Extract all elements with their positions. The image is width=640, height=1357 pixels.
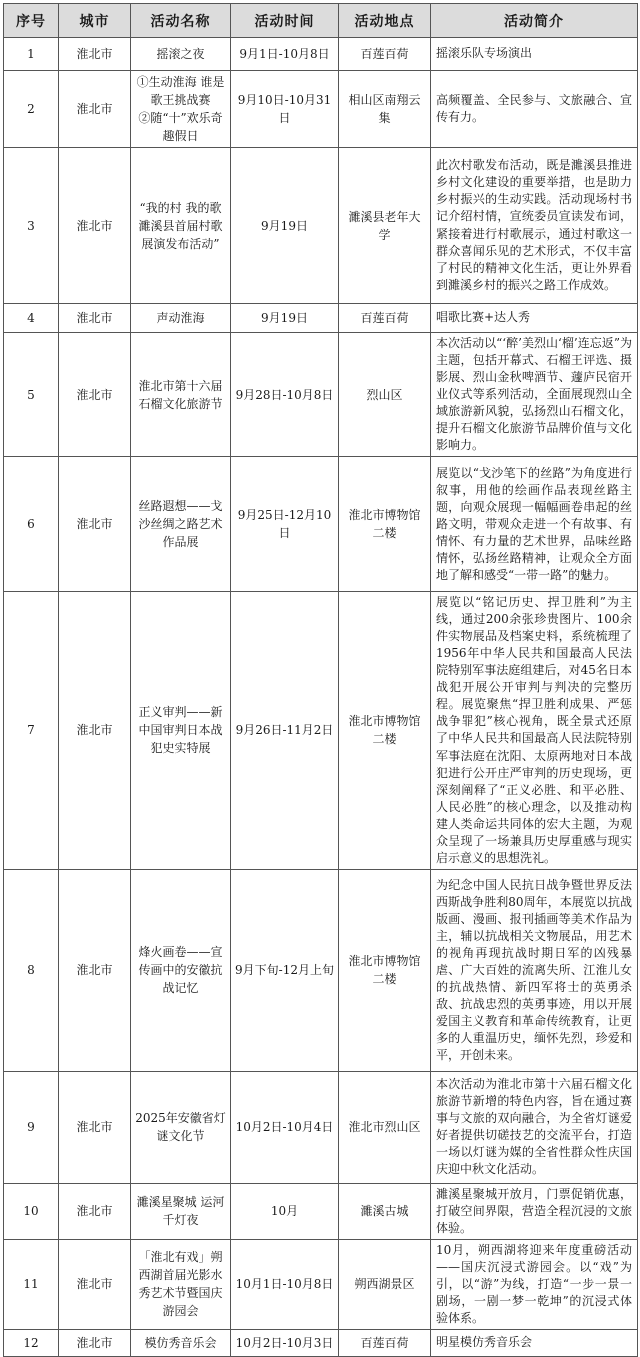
row-city: 淮北市 — [59, 592, 131, 870]
row-no: 6 — [4, 457, 59, 592]
row-no: 10 — [4, 1183, 59, 1239]
table-row — [4, 1183, 638, 1239]
row-city: 淮北市 — [59, 457, 131, 592]
row-desc: 摇滚乐队专场演出 — [431, 38, 638, 71]
row-name: 模仿秀音乐会 — [131, 1329, 231, 1356]
table-row — [4, 1329, 638, 1356]
row-place: 相山区南翔云集 — [339, 71, 431, 148]
row-place: 濉溪古城 — [339, 1183, 431, 1239]
row-time: 9月26日-11月2日 — [231, 592, 339, 870]
header-city: 城市 — [59, 4, 131, 38]
row-no: 8 — [4, 869, 59, 1071]
row-place: 百莲百荷 — [339, 304, 431, 333]
row-name: 丝路遐想——戈沙丝绸之路艺术作品展 — [131, 457, 231, 592]
table-row — [4, 1239, 638, 1329]
row-no: 11 — [4, 1239, 59, 1329]
table-row — [4, 148, 638, 304]
row-time: 10月 — [231, 1183, 339, 1239]
row-place: 淮北市烈山区 — [339, 1071, 431, 1183]
row-desc: 展览以“铭记历史、捍卫胜利”为主线，通过200余张珍贵图片、100余件实物展品及档案史料，系统梳理了1956年中华人民共和国最高人民法院特别军事法庭组建后，对45名日本战犯开展公开审判与判决的完整历程。展览聚焦“捍卫胜利成果、严惩战争罪犯”核心视角，既全景式还原了中华人民共和国最高人民法院特别军事法庭在沈阳、太原两地对日本战犯进行公开庄严审判的历史现场，更深刻阐释了“正义必胜、和平必胜、人民必胜”的核心理念，以及推动构建人类命运共同体的宏大主题，为观众呈现了一场兼具历史厚重感与现实启示意义的思想洗礼。 — [431, 592, 638, 870]
row-name: “我的村 我的歌 濉溪县首届村歌展演发布活动” — [131, 148, 231, 304]
row-desc: 此次村歌发布活动，既是濉溪县推进乡村文化建设的重要举措，也是助力乡村振兴的生动实践。活动现场村书记介绍村情，宣统委员宣读发布词，紧接着进行村歌展示，通过村歌这一群众喜闻乐见的艺术形式，不仅丰富了村民的精神文化生活，更让外界看到濉溪乡村的振兴之路工作成效。 — [431, 148, 638, 304]
row-name: 声动淮海 — [131, 304, 231, 333]
row-time: 10月1日-10月8日 — [231, 1239, 339, 1329]
row-time: 9月19日 — [231, 148, 339, 304]
row-name: 烽火画卷——宣传画中的安徽抗战记忆 — [131, 869, 231, 1071]
row-time: 10月2日-10月3日 — [231, 1329, 339, 1356]
row-place: 朔西湖景区 — [339, 1239, 431, 1329]
row-no: 7 — [4, 592, 59, 870]
header-time: 活动时间 — [231, 4, 339, 38]
row-name: 2025年安徽省灯谜文化节 — [131, 1071, 231, 1183]
row-time: 9月28日-10月8日 — [231, 333, 339, 457]
row-name — [131, 71, 231, 148]
table-row — [4, 38, 638, 71]
row-city: 淮北市 — [59, 71, 131, 148]
table-row — [4, 592, 638, 870]
row-name-line: ①生动淮海 谁是歌王挑战赛 — [136, 75, 225, 107]
row-time: 9月19日 — [231, 304, 339, 333]
row-time: 10月2日-10月4日 — [231, 1071, 339, 1183]
header-name: 活动名称 — [131, 4, 231, 38]
row-no: 5 — [4, 333, 59, 457]
row-city: 淮北市 — [59, 1239, 131, 1329]
row-name: 正义审判——新中国审判日本战犯史实特展 — [131, 592, 231, 870]
row-name: 淮北市第十六届石榴文化旅游节 — [131, 333, 231, 457]
row-desc: 10月，朔西湖将迎来年度重磅活动——国庆沉浸式游园会。以“戏”为引，以“游”为线，打造“一步一景一剧场，一剧一梦一乾坤”的沉浸式体验体系。 — [431, 1239, 638, 1329]
row-place: 淮北市博物馆二楼 — [339, 869, 431, 1071]
row-desc: 本次活动为淮北市第十六届石榴文化旅游节新增的特色内容，旨在通过赛事与文旅的双向融合，为全省灯谜爱好者提供切磋技艺的交流平台，打造一场以灯谜为媒的全省性群众性庆国庆迎中秋文化活动。 — [431, 1071, 638, 1183]
row-place: 淮北市博物馆二楼 — [339, 457, 431, 592]
row-city: 淮北市 — [59, 148, 131, 304]
row-no: 4 — [4, 304, 59, 333]
row-time: 9月下旬-12月上旬 — [231, 869, 339, 1071]
activity-table — [3, 3, 638, 1357]
header-row — [4, 4, 638, 38]
row-desc: 展览以“戈沙笔下的丝路”为角度进行叙事，用他的绘画作品表现丝路主题，向观众展现一幅幅画卷串起的丝路文明，带观众走进一个有故事、有情怀、有力量的艺术世界，品味丝路情怀，弘扬丝路精神，让观众全方面地了解和感受“一带一路”的魅力。 — [431, 457, 638, 592]
header-desc: 活动简介 — [431, 4, 638, 38]
row-time: 9月25日-12月10日 — [231, 457, 339, 592]
row-no: 12 — [4, 1329, 59, 1356]
row-city: 淮北市 — [59, 38, 131, 71]
table-row — [4, 1071, 638, 1183]
row-place: 百莲百荷 — [339, 1329, 431, 1356]
row-desc: 明星模仿秀音乐会 — [431, 1329, 638, 1356]
row-no: 9 — [4, 1071, 59, 1183]
row-place: 百莲百荷 — [339, 38, 431, 71]
table-row — [4, 304, 638, 333]
row-desc: 唱歌比赛+达人秀 — [431, 304, 638, 333]
row-no: 1 — [4, 38, 59, 71]
row-city: 淮北市 — [59, 333, 131, 457]
table-row — [4, 71, 638, 148]
row-place: 烈山区 — [339, 333, 431, 457]
row-city: 淮北市 — [59, 304, 131, 333]
row-name: 摇滚之夜 — [131, 38, 231, 71]
row-city: 淮北市 — [59, 1071, 131, 1183]
row-time: 9月1日-10月8日 — [231, 38, 339, 71]
row-desc: 高频覆盖、全民参与、文旅融合、宣传有力。 — [431, 71, 638, 148]
header-no: 序号 — [4, 4, 59, 38]
row-place: 濉溪县老年大学 — [339, 148, 431, 304]
table-row — [4, 457, 638, 592]
row-name: 濉溪星聚城 运河千灯夜 — [131, 1183, 231, 1239]
header-place: 活动地点 — [339, 4, 431, 38]
row-time: 9月10日-10月31日 — [231, 71, 339, 148]
row-no: 3 — [4, 148, 59, 304]
row-city: 淮北市 — [59, 1329, 131, 1356]
row-desc: 濉溪星聚城开放月，门票促销优惠，打破空间界限，营造全程沉浸的文旅体验。 — [431, 1183, 638, 1239]
row-place: 淮北市博物馆二楼 — [339, 592, 431, 870]
row-city: 淮北市 — [59, 869, 131, 1071]
row-desc: 为纪念中国人民抗日战争暨世界反法西斯战争胜利80周年，本展览以抗战版画、漫画、报刊插画等美术作品为主，辅以抗战相关文物展品，用艺术的视角再现抗战时期日军的凶残暴虐、广大百姓的流离失所、江淮儿女的抗战热情、新四军将士的英勇杀敌、抗战忠烈的英勇事迹，用以开展爱国主义教育和革命传统教育，让更多的人重温历史，缅怀先烈，珍爱和平，开创未来。 — [431, 869, 638, 1071]
table-row — [4, 869, 638, 1071]
row-name-line: ②随“十”欢乐奇趣假日 — [138, 111, 223, 143]
row-name: 「淮北有戏」朔西湖首届光影水秀艺术节暨国庆游园会 — [131, 1239, 231, 1329]
row-city: 淮北市 — [59, 1183, 131, 1239]
row-no: 2 — [4, 71, 59, 148]
table-row — [4, 333, 638, 457]
row-desc: 本次活动以“‘醉’美烈山‘榴’连忘返”为主题，包括开幕式、石榴王评选、摄影展、烈山金秋啤酒节、蘧庐民宿开业仪式等系列活动，全面展现烈山全域旅游新风貌，弘扬烈山石榴文化，提升石榴文化旅游节品牌价值与文化影响力。 — [431, 333, 638, 457]
